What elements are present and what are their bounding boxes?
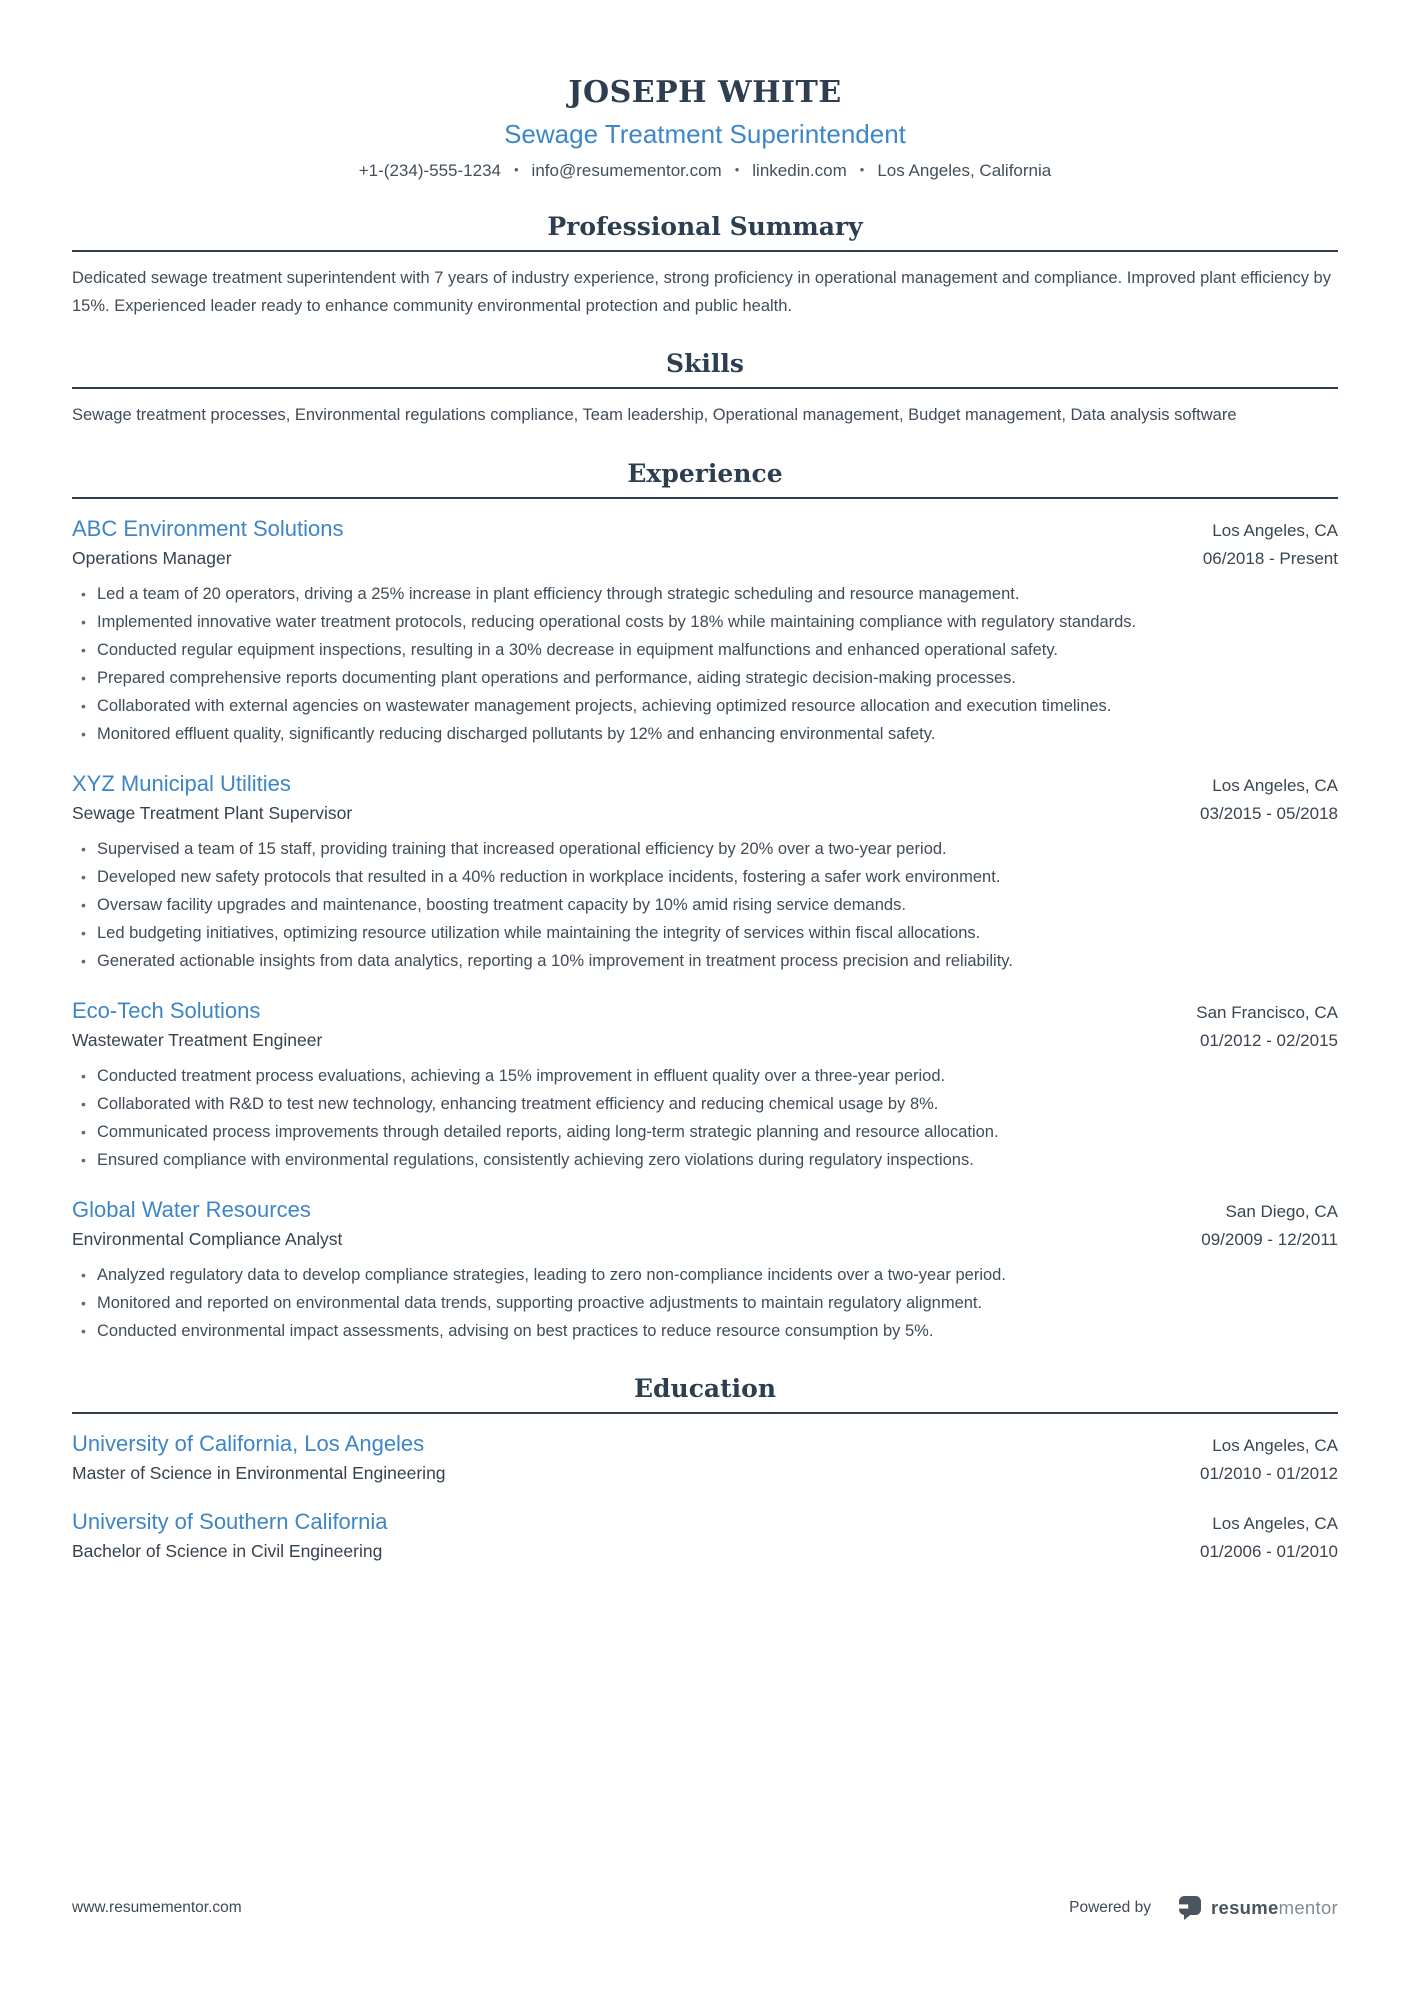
job-title: Environmental Compliance Analyst: [72, 1228, 343, 1249]
contact-item: linkedin.com: [752, 161, 847, 180]
job-dates: 06/2018 - Present: [1202, 548, 1338, 568]
bullet-item: • Monitored effluent quality, significantly reducing discharged pollutants by 12% and enhancing environmental safety.: [72, 720, 1338, 748]
company-name: Global Water Resources: [72, 1196, 311, 1222]
bullet-item: • Implemented innovative water treatment protocols, reducing operational costs by 18% while maintaining compliance with regulatory standards.: [72, 608, 1338, 636]
section-divider: [72, 497, 1338, 499]
job-title: Sewage Treatment Plant Supervisor: [72, 802, 353, 823]
company-name: ABC Environment Solutions: [72, 515, 344, 541]
bullet-item: • Collaborated with R&D to test new technology, enhancing treatment efficiency and reducing chemical usage by 8%.: [72, 1090, 1338, 1118]
bullet-item: • Led budgeting initiatives, optimizing resource utilization while maintaining the integrity of services within fiscal allocations.: [72, 919, 1338, 947]
section-divider: [72, 387, 1338, 389]
bullet-item: • Supervised a team of 15 staff, providing training that increased operational efficiency by 20% over a two-year period.: [72, 835, 1338, 863]
summary-heading: Professional Summary: [547, 212, 863, 241]
candidate-name: JOSEPH WHITE: [568, 75, 842, 110]
bullet-item: • Conducted treatment process evaluations, achieving a 15% improvement in effluent quality over a three-year period.: [72, 1062, 1338, 1090]
contact-separator-dot: •: [859, 162, 865, 177]
experience-entry: [72, 996, 1338, 1174]
job-location: Los Angeles, CA: [1212, 520, 1338, 540]
bullet-item: • Prepared comprehensive reports documenting plant operations and performance, aiding strategic decision-making processes.: [72, 664, 1338, 692]
bullet-item: • Communicated process improvements through detailed reports, aiding long-term strategic planning and resource allocation.: [72, 1118, 1338, 1146]
contact-item: +1-(234)-555-1234: [358, 161, 501, 180]
degree-name: Bachelor of Science in Civil Engineering: [72, 1540, 383, 1561]
education-entry: [72, 1429, 1338, 1486]
skills-text: Sewage treatment processes, Environmental regulations compliance, Team leadership, Operational management, Budget management, Data analysis software: [72, 406, 1237, 424]
section-experience: [72, 457, 1338, 1345]
contact-item: Los Angeles, California: [877, 161, 1052, 180]
bullet-item: • Conducted regular equipment inspections, resulting in a 30% decrease in equipment malfunctions and enhanced operational safety.: [72, 636, 1338, 664]
bullet-item: • Ensured compliance with environmental regulations, consistently achieving zero violations during regulatory inspections.: [72, 1146, 1338, 1174]
summary-text: Dedicated sewage treatment superintendent with 7 years of industry experience, strong proficiency in operational management and compliance. Improved plant efficiency by 15%. Experienced leader ready to enhance community environmental protection and public health.: [72, 269, 1331, 315]
degree-name: Master of Science in Environmental Engineering: [72, 1462, 446, 1483]
contact-separator-dot: •: [513, 162, 519, 177]
job-location: San Diego, CA: [1225, 1201, 1338, 1221]
school-name: University of Southern California: [72, 1508, 388, 1534]
education-heading: Education: [633, 1373, 777, 1403]
education-dates: 01/2006 - 01/2010: [1199, 1541, 1338, 1561]
company-name: XYZ Municipal Utilities: [72, 770, 291, 796]
experience-entry: [72, 514, 1338, 748]
experience-heading: Experience: [627, 458, 783, 488]
job-bullets: [72, 835, 1338, 975]
experience-entry: [72, 1195, 1338, 1345]
education-dates: 01/2010 - 01/2012: [1199, 1463, 1338, 1483]
school-location: Los Angeles, CA: [1212, 1435, 1338, 1455]
bullet-item: • Oversaw facility upgrades and maintenance, boosting treatment capacity by 10% amid rising service demands.: [72, 891, 1338, 919]
bullet-item: • Led a team of 20 operators, driving a 25% increase in plant efficiency through strategic scheduling and resource management.: [72, 580, 1338, 608]
section-divider: [72, 1412, 1338, 1414]
contact-separator-dot: •: [734, 162, 740, 177]
bullet-item: • Monitored and reported on environmental data trends, supporting proactive adjustments to maintain regulatory alignment.: [72, 1289, 1338, 1317]
resumementor-logo-icon: [1179, 1896, 1201, 1920]
powered-by-block: [1069, 1896, 1338, 1920]
job-location: Los Angeles, CA: [1212, 775, 1338, 795]
resumementor-wordmark: [1211, 1897, 1338, 1919]
candidate-title: Sewage Treatment Superintendent: [504, 119, 906, 149]
education-entries: [72, 1429, 1338, 1564]
job-dates: 03/2015 - 05/2018: [1199, 803, 1338, 823]
skills-heading: Skills: [666, 349, 744, 378]
job-title: Operations Manager: [72, 547, 232, 568]
company-name: Eco-Tech Solutions: [72, 997, 261, 1023]
powered-by-label: Powered by: [1069, 1899, 1151, 1916]
school-name: University of California, Los Angeles: [72, 1430, 425, 1456]
job-title: Wastewater Treatment Engineer: [72, 1029, 323, 1050]
bullet-item: • Generated actionable insights from data analytics, reporting a 10% improvement in treatment process precision and reliability.: [72, 947, 1338, 975]
contact-line: [72, 158, 1338, 183]
bullet-item: • Developed new safety protocols that resulted in a 40% reduction in workplace incidents, fostering a safer work environment.: [72, 863, 1338, 891]
job-dates: 09/2009 - 12/2011: [1201, 1229, 1338, 1249]
job-bullets: [72, 1261, 1338, 1345]
bullet-item: • Analyzed regulatory data to develop compliance strategies, leading to zero non-compliance incidents over a two-year period.: [72, 1261, 1338, 1289]
brand-resume: resume: [1210, 1897, 1279, 1918]
job-location: San Francisco, CA: [1196, 1002, 1338, 1022]
section-education: [72, 1372, 1338, 1564]
bullet-item: • Collaborated with external agencies on wastewater management projects, achieving optimized resource allocation and execution timelines.: [72, 692, 1338, 720]
school-location: Los Angeles, CA: [1212, 1513, 1338, 1533]
section-divider: [72, 250, 1338, 252]
job-bullets: [72, 1062, 1338, 1174]
job-dates: 01/2012 - 02/2015: [1199, 1030, 1338, 1050]
experience-entries: [72, 514, 1338, 1345]
section-professional-summary: [72, 210, 1338, 320]
section-skills: [72, 347, 1338, 430]
page-footer: [72, 1896, 1338, 1920]
footer-website: www.resumementor.com: [72, 1899, 242, 1916]
education-entry: [72, 1507, 1338, 1564]
bullet-item: • Conducted environmental impact assessments, advising on best practices to reduce resource consumption by 5%.: [72, 1317, 1338, 1345]
contact-item: info@resumementor.com: [531, 161, 722, 180]
brand-mentor: mentor: [1278, 1897, 1338, 1918]
experience-entry: [72, 769, 1338, 975]
job-bullets: [72, 580, 1338, 748]
